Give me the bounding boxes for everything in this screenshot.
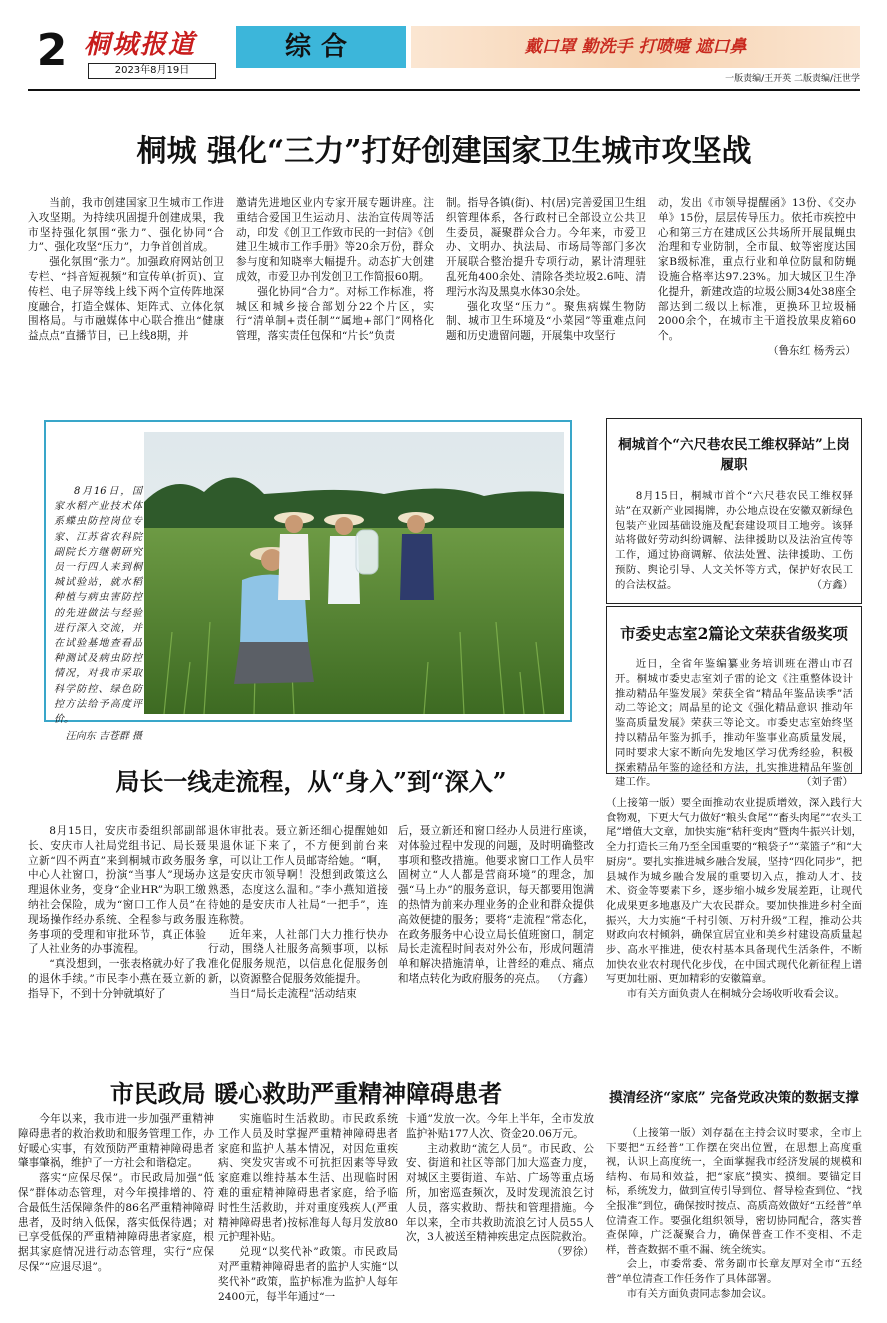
workers-station-text: 8月15日，桐城市首个“六尺巷农民工维权驿站”在双新产业园揭牌，办公地点设在安徽双新绿色包装产业园基础设施及配套建设项目工地旁。该驿站将做好劳动纠纷调解、法律援助以及法治宣传等工作，通过协商调解、依法处置、法律援助、工伤预防、舆论引导、人文关怀等方式，保护好农民工的合法权益。 — [615, 490, 853, 591]
lead-col-1 — [28, 196, 224, 344]
rural-continuation-p2: 市有关方面负责人在桐城分会场收听收看会议。 — [626, 988, 845, 1001]
civil-affairs-p4: 兑现“以奖代补”政策。市民政局对严重精神障碍患者的监护人实施“以奖代补”政策，监护标准为监护人每年2400元，每半年通过“一 — [218, 1246, 398, 1303]
director-col-2 — [208, 824, 388, 1002]
census-p1: （上接第一版）刘存磊在主持会议时要求，全市上下要把“五经普”工作摆在突出位置，在思想上高度重视，认识上高度统一，全面掌握我市经济发展的规模和结构、布局和效益，把“家底”摸实、摸细。要锚定目标，系统发力，做到宣传引导到位、督导检查到位、“找全报准”到位，确保按时按点、高质高效做好“五经普”单位清查工作。要强化组织领导，密切协同配合，落实普查保障，广泛凝聚合力，确保普查工作不变相、不走样，普查数据不重不漏、统全统实。 — [606, 1127, 862, 1256]
workers-station-headline: 桐城首个“六尺巷农民工维权驿站”上岗履职 — [618, 437, 850, 473]
lead-p4: 强化协同“合力”。对标工作标准，将城区和城乡接合部划分22个片区，实行“清单制+责任制”“属地+部门”网格化管理，落实责任包保和“片长”负责 — [236, 285, 434, 343]
director-p2: “真没想到，一张表格就办好了我的退休手续。”市民李小燕在聂立新的指导下，不到十分钟就填好了 — [28, 958, 206, 1000]
photo-credit: 汪向东 吉苍群 摄 — [65, 731, 142, 743]
lead-col-2 — [236, 196, 434, 344]
page-number: 2 — [36, 25, 68, 76]
civil-affairs-headline: 市民政局 暖心救助严重精神障碍患者 — [109, 1079, 503, 1108]
lead-p1: 当前，我市创建国家卫生城市工作进入攻坚期。为持续巩固提升创建成果，我市坚持强化氛围“张力”、强化协同“合力”、强化攻坚“压力”，力争首创首成。 — [28, 197, 224, 254]
masthead-rule — [28, 89, 860, 91]
director-p1: 8月15日，安庆市委组织部副部长、安庆市人社局党组书记、局长聂立新“四不两直”来到桐城市政务服务中心人社窗口，扮演“当事人”现场办理退休业务，变身“企业HR”为职工缴纳社会保险，成为“窗口工作人员”在现场操作经办系统、全程参与政务服务事项的受理和审批环节，真正体验了人社业务的办事流程。 — [28, 825, 206, 956]
civil-affairs-p6: 主动救助“流乞人员”。市民政、公安、街道和社区等部门加大巡查力度，对城区主要街道、车站、广场等重点场所，加密巡查频次，及时发现流浪乞讨人员，落实救助、帮扶和管理措施。今年以来，全市共救助流浪乞讨人员55人次，3人被送至精神疾患定点医院救治。 — [406, 1142, 594, 1244]
rice-field-image — [144, 432, 564, 714]
photo-caption — [54, 484, 142, 744]
rural-continuation — [606, 796, 862, 1002]
director-p5: 当日“局长走流程”活动结束 — [229, 987, 357, 1000]
slogan-banner — [411, 26, 860, 68]
lead-headline: 桐城 强化“三力”打好创建国家卫生城市攻坚战 — [136, 134, 752, 169]
civil-affairs-p5: 卡通”发放一次。今年上半年，全市发放监护补贴177人次、资金20.06万元。 — [406, 1113, 594, 1140]
lead-article — [28, 100, 860, 370]
rural-continuation-p1: （上接第一版）要全面推动农业提质增效，深入践行大食物观，下更大气力做好“粮头食尾”“畜头肉尾”“农头工尾”增值大文章，加快实施“秸秆变肉”暨肉牛振兴计划，全力打造长三角乃至全国重要的“粮袋子”“菜篮子”和“大厨房”。要扎实推进城乡融合发展，坚持“四化同步”，把县城作为城乡融合发展的重要切入点，推动人才、技术、资金等要素下乡，逐步缩小城乡发展差距，让现代化成果更多地惠及广大农民群众。要加快推进乡村全面振兴，大力实施“千村引领、万村升级”工程，推动公共财政向农村倾斜，确保宜居宜业和美乡村建设高质量起步、高水平推进，使农村基本具备现代生活条件，不断加快农业农村现代化步伐，在中国式现代化新征程上谱写更加壮丽、更加精彩的安徽篇章。 — [606, 797, 862, 986]
editors-line: 一版责编/王开英 二版责编/汪世学 — [725, 74, 860, 84]
civil-affairs-article — [18, 1060, 594, 1322]
census-article — [606, 1082, 862, 1318]
lead-p7: 动，发出《市领导提醒函》13份、《交办单》15份，层层传导压力。依托市疾控中心和第三方在建成区公共场所开展鼠蝇虫治理和专业防制，全市鼠、蚊等密度达国家B级标准，重点行业和单位防鼠和防蝇设施合格率达97.23%。加大城区卫生净化提升，新建改造的垃圾公厕34处38座全部达到二级以上标准，更换环卫垃圾桶2000余个，在城市主干道投放果皮箱60个。 — [658, 197, 856, 343]
masthead — [28, 26, 860, 86]
history-office-byline: （刘子雷） — [801, 776, 853, 789]
issue-date: 2023年8月19日 — [88, 63, 216, 79]
section-box — [236, 26, 406, 68]
photo-feature — [44, 420, 572, 743]
lead-byline: （鲁东红 杨秀云） — [767, 344, 856, 357]
lead-p3: 邀请先进地区业内专家开展专题讲座。注重结合爱国卫生运动月、法治宣传周等活动，印发《创卫工作致市民的一封信》《创建卫生城市工作手册》等20余万份，群众参与度和知晓率大幅提升。动态扩大创建成效，市爱卫办刊发创卫工作简报60期。 — [236, 197, 434, 283]
director-headline: 局长一线走流程，从“身入”到“深入” — [115, 767, 507, 796]
civil-affairs-col-1 — [18, 1112, 214, 1275]
lead-p2: 强化氛围“张力”。加强政府网站创卫专栏、“抖音短视频”和宣传单(折页)、宣传栏、电子屏等线上线下两个宣传阵地深度融合，打造全媒体、矩阵式、立体化氛围格局。与市融媒体中心联合推出“健康益点点”直播节目，已上线8期，并 — [28, 256, 224, 343]
lead-col-4 — [658, 196, 856, 359]
director-p4: 近年来，人社部门大力推行快办行动，围绕人社服务高频事项，以标准化促服务规范，以信息化促服务创新，以资源整合促服务效能提升。 — [208, 928, 388, 985]
director-article — [28, 740, 594, 1030]
history-office-headline: 市委史志室2篇论文荣获省级奖项 — [620, 624, 848, 643]
history-office-article — [606, 606, 862, 789]
slogan-text: 戴口罩 勤洗手 打喷嚏 遮口鼻 — [524, 37, 747, 57]
civil-affairs-col-3 — [406, 1112, 594, 1260]
section-name: 综合 — [284, 32, 357, 62]
workers-station-byline: （方鑫） — [811, 578, 853, 591]
paper-name-logo: 桐城报道 — [84, 30, 197, 60]
workers-station-body — [615, 489, 853, 592]
civil-affairs-col-2 — [218, 1112, 398, 1304]
lead-p5: 制。指导各镇(街)、村(居)完善爱国卫生组织管理体系，各行政村已全部设立公共卫生委员，凝聚群众合力。今年来，市爱卫办、文明办、执法局、市场局等部门多次开展联合整治提升专项行动，累计清理驻乱死角400余处、清除各类垃圾2.6吨、清理污水沟及黑臭水体30余处。 — [446, 197, 646, 298]
history-office-text: 近日，全省年鉴编纂业务培训班在潜山市召开。桐城市委史志室刘子雷的论文《注重整体设计 推动精品年鉴发展》荣获全省“精品年鉴品读季”活动二等论文；周晶星的论文《强化精品意识 推动年鉴高质量发展》荣获三等论文。市委史志室始终坚持以精品年鉴为抓手，推动年鉴事业高质量发展，同时要求大家不断向先发地区学习优秀经验，积极探索精品年鉴的途径和方法，扎实推进精品年鉴创建工作。 — [615, 658, 853, 789]
lead-col-3 — [446, 196, 646, 344]
census-p2: 会上，市委常委、常务副市长章友厚对全市“五经普”单位清查工作任务作了具体部署。 — [606, 1258, 862, 1285]
history-office-body — [615, 657, 853, 790]
workers-station-article — [606, 418, 862, 604]
civil-affairs-p1: 今年以来，我市进一步加强严重精神障碍患者的救治救助和服务管理工作，办好暖心实事，有效预防严重精神障碍患者肇事肇祸，维护了一方社会和谐稳定。 — [18, 1113, 214, 1170]
director-p6: 后，聂立新还和窗口经办人员进行座谈，对体验过程中发现的问题，及时明确整改事项和整改措施。他要求窗口工作人员牢固树立“人人都是营商环境”的理念，加强“马上办”的服务意识，每天都要用饱满的热情为前来办理业务的企业和群众提供高效便捷的服务；要将“走流程”常态化，在政务服务中心设立局长值班窗口，制定局长走流程时间表对外公布，形成问题清单和解决措施清单，让普经的难点、痛点和堵点转化为政府服务的亮点。 — [398, 825, 594, 985]
director-col-3 — [398, 824, 594, 987]
civil-affairs-p2: 落实“应保尽保”。市民政局加强“低保”群体动态管理，对今年摸排增的、符合最低生活保障条件的86名严重精神障碍患者，及时纳入低保，落实低保待遇；对已享受低保的严重精神障碍患者家庭，根据其家庭情况进行动态管理，实行“应保尽保”“应退尽退”。 — [18, 1172, 214, 1273]
civil-affairs-byline: （罗徐） — [551, 1246, 594, 1259]
field-photo — [144, 432, 564, 714]
lead-p6: 强化攻坚“压力”。聚焦病媒生物防制、城市卫生环境及“小菜园”等重难点问题和历史遗留问题，开展集中攻坚行 — [446, 300, 646, 343]
director-byline: （方鑫） — [551, 972, 594, 985]
census-p3: 市有关方面负责同志参加会议。 — [626, 1287, 773, 1300]
director-col-1 — [28, 824, 206, 1002]
photo-caption-text: 8月16日，国家水稻产业技术体系蝶虫防控岗位专家、江苏省农科院副院长方继朝研究员一行四人来到桐城试验站，就水稻种植与病虫害防控的先进做法与经验进行深入交流，并在试验基地查看品种测试及病虫防控情况，对我市采取科学防控、绿色防控方法给予高度评价。 — [54, 486, 142, 726]
census-headline: 摸清经济“家底” 完备党政决策的数据支撑 — [609, 1090, 859, 1106]
civil-affairs-p3: 实施临时生活救助。市民政系统工作人员及时掌握严重精神障碍患者家庭和监护人基本情况，对因危重疾病、突发灾害或不可抗拒因素等导致家庭难以维持基本生活、出现临时困难的重症精神障碍患者家庭，给予临时性生活救助，并对重度残疾人(严重精神障碍患者)按标准每人每月发放80元护理补贴。 — [218, 1113, 398, 1244]
census-body — [606, 1126, 862, 1301]
director-p3: 退休审批表。聂立新还细心提醒她如果退休证下来了，不方便到前台来拿，可以让工作人员邮寄给她。“啊，这是安庆市领导啊！没想到政策这么熟悉，态度这么温和。”李小燕知道接待她的是安庆市人社局“一把手”，连连称赞。 — [208, 825, 388, 926]
